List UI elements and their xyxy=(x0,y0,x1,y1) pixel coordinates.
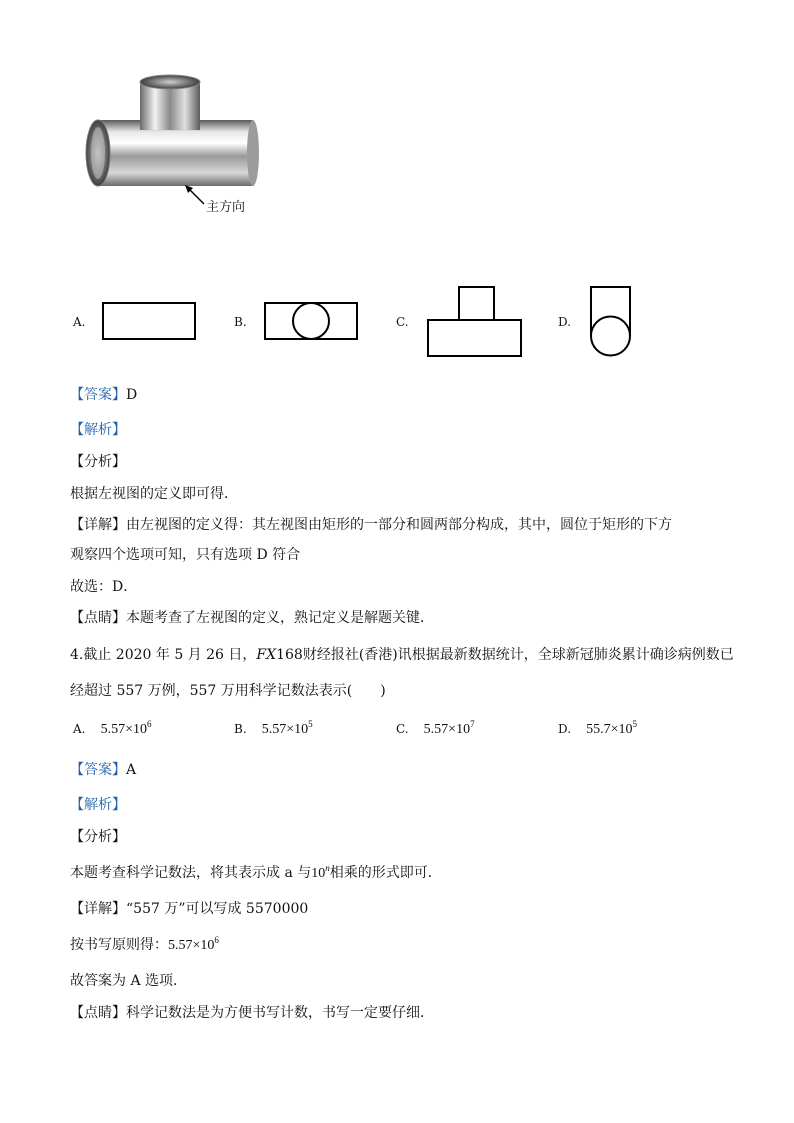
q3-option-a-figure xyxy=(100,300,200,342)
q4-stem-line1 xyxy=(70,646,734,664)
rule-row: 按书写原则得：$5.57\times 10^6$ xyxy=(70,935,219,953)
q3-option-d-figure xyxy=(586,284,636,360)
q4-option-a xyxy=(73,718,151,738)
q3-option-d-letter: D. xyxy=(558,315,572,329)
q4-option-b-letter: B. xyxy=(234,722,247,736)
fenxi-tag: 【分析】 xyxy=(70,454,126,470)
q4-option-c-letter: C. xyxy=(396,722,409,736)
q3-option-b-letter: B. xyxy=(234,315,247,329)
q4-option-a-value: $5.57\times 10^6$ xyxy=(100,719,152,737)
q4-stem-fx: FX xyxy=(256,647,277,663)
q3-option-a-letter: A. xyxy=(73,315,86,329)
analysis-tag: 【解析】 xyxy=(70,422,126,438)
answer-tag: 【答案】 xyxy=(70,387,126,403)
q4-option-d xyxy=(558,718,637,738)
q4-option-b xyxy=(234,718,313,738)
detail-tag: 【详解】 xyxy=(70,901,126,917)
q3-option-c-figure xyxy=(425,284,525,360)
comment-text: 本题考查了左视图的定义，熟记定义是解题关键． xyxy=(126,610,434,626)
comment-tag: 【点睛】 xyxy=(70,610,126,626)
q4-stem-prefix: 4.截止 2020 年 5 月 26 日， xyxy=(70,647,257,663)
detail-text: 由左视图的定义得：其左视图由矩形的一部分和圆两部分构成，其中，圆位于矩形的下方 xyxy=(126,517,672,533)
q4-answer-row xyxy=(70,761,136,779)
answer-value: A xyxy=(126,762,137,778)
detail-tag: 【详解】 xyxy=(70,517,126,533)
comment-row xyxy=(70,609,434,627)
answer-value: D xyxy=(126,387,138,403)
fenxi-tag: 【分析】 xyxy=(70,829,126,845)
q4-option-c xyxy=(396,718,475,738)
q4-option-d-value: $55.7\times 10^5$ xyxy=(586,719,638,737)
q4-option-a-letter: A. xyxy=(73,722,86,736)
comment-row xyxy=(70,1004,434,1022)
conclusion: 故选：D． xyxy=(70,579,138,595)
q3-option-c-letter: C. xyxy=(396,315,409,329)
comment-text: 科学记数法是为方便书写计数，书写一定要仔细． xyxy=(126,1005,434,1021)
tee-pipe-image xyxy=(80,70,270,200)
q4-option-d-letter: D. xyxy=(558,722,572,736)
fenxi-text: 根据左视图的定义即可得． xyxy=(70,486,238,502)
comment-tag: 【点睛】 xyxy=(70,1005,126,1021)
detail-row xyxy=(70,516,672,534)
answer-tag: 【答案】 xyxy=(70,762,126,778)
analysis-tag: 【解析】 xyxy=(70,797,126,813)
q4-stem-rest: 168财经报社(香港)讯根据最新数据统计，全球新冠肺炎累计确诊病例数已 xyxy=(276,647,734,663)
detail-row xyxy=(70,900,308,918)
q4-option-b-value: $5.57\times 10^5$ xyxy=(261,719,313,737)
fenxi-text: 本题考查科学记数法，将其表示成 a 与10$^n$相乘的形式即可． xyxy=(70,863,442,881)
conclusion: 故答案为 A 选项． xyxy=(70,973,188,989)
q4-option-c-value: $5.57\times 10^7$ xyxy=(423,719,475,737)
q3-option-b-figure xyxy=(262,300,362,342)
direction-caption: 主方向 xyxy=(206,200,246,215)
detail-text: “557 万”可以写成 5570000 xyxy=(126,901,309,917)
q4-stem-line2: 经超过 557 万例，557 万用科学记数法表示( ) xyxy=(70,683,386,699)
q3-answer-row xyxy=(70,386,137,404)
detail-text-2: 观察四个选项可知，只有选项 D 符合 xyxy=(70,547,301,563)
